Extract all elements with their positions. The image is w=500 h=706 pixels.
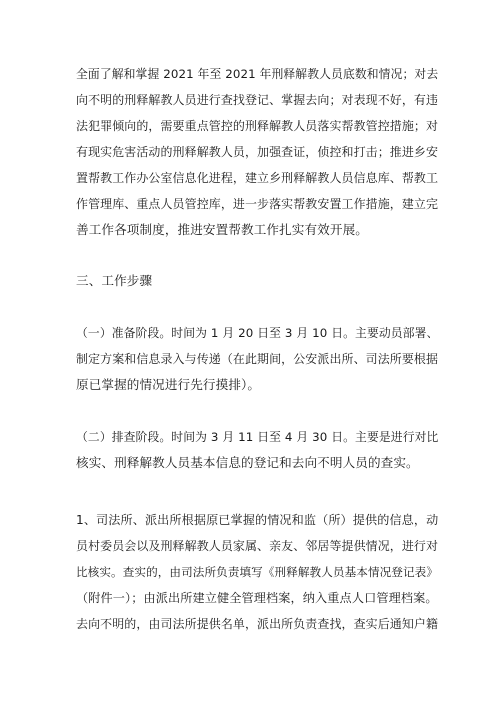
text-line: 向不明的刑释解教人员进行查找登记、掌握去向；对表现不好，有违 xyxy=(76,93,439,107)
text-line: 法犯罪倾向的，需要重点管控的刑释解教人员落实帮教管控措施；对 xyxy=(76,119,439,133)
paragraph-item-1 xyxy=(76,507,439,637)
text-line: 原已掌握的情况进行先行摸排）。 xyxy=(76,377,261,392)
paragraph-investigation-stage xyxy=(76,424,439,476)
heading-text: 三、工作步骤 xyxy=(76,273,153,288)
text-line: 去向不明的，由司法所提供名单，派出所负责查找，查实后通知户籍 xyxy=(76,617,439,631)
text-line: 员村委员会以及刑释解教人员家属、亲友、邻居等提供情况，进行对 xyxy=(76,539,439,553)
text-line: 有现实危害活动的刑释解教人员，加强查证，侦控和打击；推进乡安 xyxy=(76,145,439,159)
text-line: 1、司法所、派出所根据原已掌握的情况和监（所）提供的信息，动 xyxy=(76,513,439,527)
text-line: 比核实。查实的，由司法所负责填写《刑释解教人员基本情况登记表》 xyxy=(76,565,439,579)
text-line: 作管理库、重点人员管控库，进一步落实帮教安置工作措施，建立完 xyxy=(76,197,439,211)
paragraph-work-goals xyxy=(76,61,439,243)
text-line: 核实、刑释解教人员基本信息的登记和去向不明人员的查实。 xyxy=(76,455,419,470)
text-line: （附件一）；由派出所建立健全管理档案，纳入重点人口管理档案。 xyxy=(76,591,438,605)
text-line: 置帮教工作办公室信息化进程，建立乡刑释解教人员信息库、帮教工 xyxy=(76,171,439,185)
paragraph-preparation-stage xyxy=(76,320,439,398)
text-line: （一）准备阶段。时间为 1 月 20 日至 3 月 10 日。主要动员部署、 xyxy=(76,326,439,340)
text-line: 全面了解和掌握 2021 年至 2021 年刑释解教人员底数和情况；对去 xyxy=(76,67,439,81)
section-heading xyxy=(76,268,436,294)
text-line: 制定方案和信息录入与传递（在此期间，公安派出所、司法所要根据 xyxy=(76,352,439,366)
text-line: （二）排查阶段。时间为 3 月 11 日至 4 月 30 日。主要是进行对比 xyxy=(76,430,439,444)
text-line: 善工作各项制度，推进安置帮教工作扎实有效开展。 xyxy=(76,222,368,237)
